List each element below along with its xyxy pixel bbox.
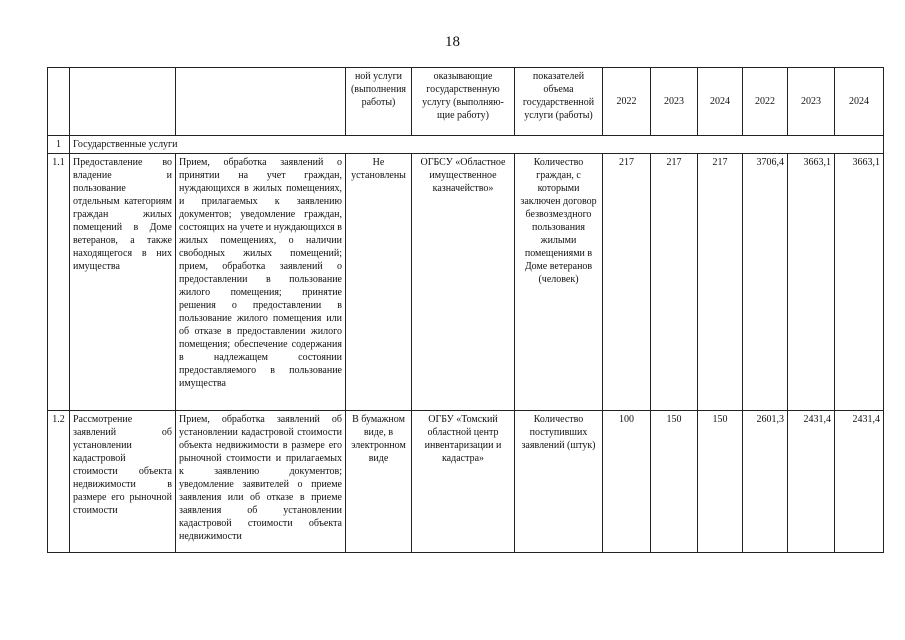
service-provider: ОГБСУ «Областное имущественное казначейство» bbox=[412, 154, 515, 411]
section-title: Государственные услуги bbox=[70, 136, 884, 154]
row-number: 1.2 bbox=[48, 411, 70, 553]
section-number: 1 bbox=[48, 136, 70, 154]
services-table bbox=[47, 67, 884, 553]
header-year: 2022 bbox=[603, 68, 651, 136]
header-cell-number bbox=[48, 68, 70, 136]
row-number: 1.1 bbox=[48, 154, 70, 411]
finance-value: 3706,4 bbox=[743, 154, 788, 411]
header-year: 2024 bbox=[698, 68, 743, 136]
volume-value: 217 bbox=[603, 154, 651, 411]
finance-value: 2431,4 bbox=[835, 411, 884, 553]
header-cell-indicator: показателей объема государственной услуги (работы) bbox=[515, 68, 603, 136]
service-name: Рассмотрение заявлений об установлении кадастровой стоимости объекта недвижимости в размере его рыночной стоимости bbox=[70, 411, 176, 553]
header-year: 2022 bbox=[743, 68, 788, 136]
service-form: Не установлены bbox=[346, 154, 412, 411]
volume-indicator: Количество поступивших заявлений (штук) bbox=[515, 411, 603, 553]
section-row bbox=[48, 136, 884, 154]
finance-value: 2601,3 bbox=[743, 411, 788, 553]
volume-value: 150 bbox=[651, 411, 698, 553]
service-content: Прием, обработка заявлений о принятии на учет граждан, нуждающихся в жилых помещениях, и прилагаемых к заявлению документов; уведомление граждан, состоящих на учете и нуждающихся в жилых помещениях, о наличии свободных жилых помещений; прием, обработка заявлений о предоставлении в пользование жилого помещения; принятие решения о предоставлении в пользование жилого помещения или об отказе в предоставлении жилого помещения; обеспечение содержания в надлежащем состоянии предоставляемого в пользование имущества bbox=[176, 154, 346, 411]
volume-value: 217 bbox=[651, 154, 698, 411]
page-number: 18 bbox=[445, 34, 460, 50]
volume-indicator: Количество граждан, с которыми заключен договор безвозмездного пользования жилыми помещениями в Доме ветеранов (человек) bbox=[515, 154, 603, 411]
table-row bbox=[48, 411, 884, 553]
finance-value: 3663,1 bbox=[835, 154, 884, 411]
volume-value: 150 bbox=[698, 411, 743, 553]
header-cell-form: ной услуги (выполнения работы) bbox=[346, 68, 412, 136]
service-provider: ОГБУ «Томский областной центр инвентаризации и кадастра» bbox=[412, 411, 515, 553]
service-name: Предоставление во владение и пользование отдельным категориям граждан жилых помещений в Доме ветеранов, а также находящегося в них имущества bbox=[70, 154, 176, 411]
header-year: 2023 bbox=[788, 68, 835, 136]
header-year: 2023 bbox=[651, 68, 698, 136]
service-content: Прием, обработка заявлений об установлении кадастровой стоимости объекта недвижимости в размере его рыночной стоимости и прилагаемых к заявлению документов; уведомление заявителей о приеме заявления или об отказе в приеме заявления об установлении кадастровой стоимости объекта недвижимости bbox=[176, 411, 346, 553]
header-row bbox=[48, 68, 884, 136]
header-year: 2024 bbox=[835, 68, 884, 136]
finance-value: 2431,4 bbox=[788, 411, 835, 553]
header-cell-content bbox=[176, 68, 346, 136]
finance-value: 3663,1 bbox=[788, 154, 835, 411]
table-row bbox=[48, 154, 884, 411]
service-form: В бумажном виде, в электронном виде bbox=[346, 411, 412, 553]
volume-value: 217 bbox=[698, 154, 743, 411]
volume-value: 100 bbox=[603, 411, 651, 553]
header-cell-provider: оказывающие государственную услугу (выполняю-щие работу) bbox=[412, 68, 515, 136]
header-cell-name bbox=[70, 68, 176, 136]
